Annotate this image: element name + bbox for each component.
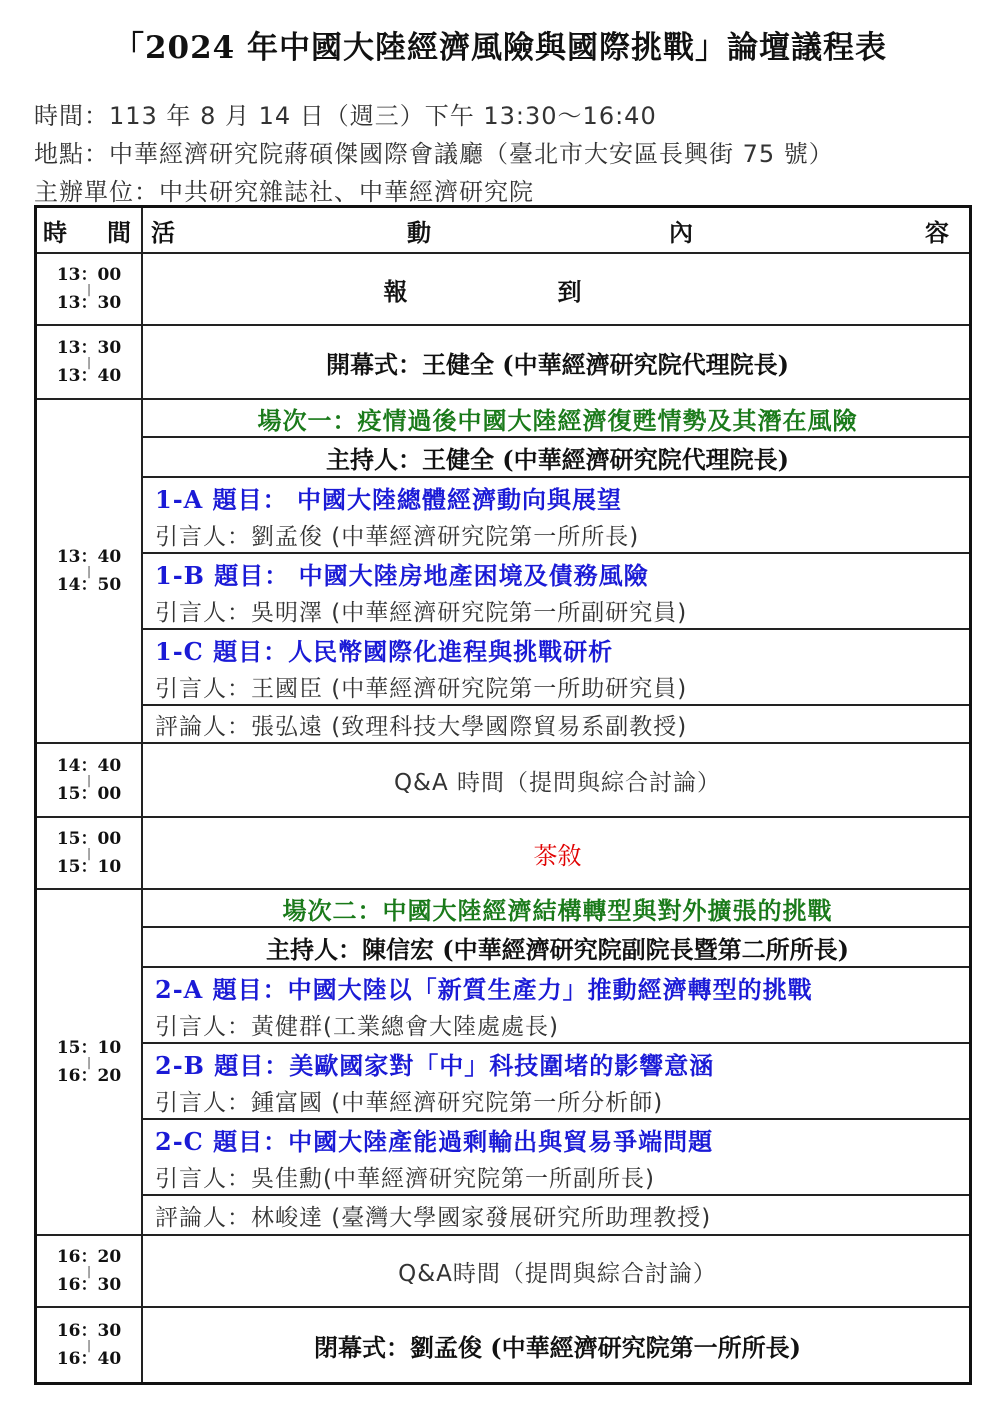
header-content-4: 容 bbox=[925, 217, 949, 247]
session1-topic-b: 1-B 題目： 中國大陸房地產困境及債務風險 bbox=[155, 560, 649, 590]
session2-title: 場次二：中國大陸經濟結構轉型與對外擴張的挑戰 bbox=[282, 895, 833, 925]
time-registration bbox=[37, 254, 141, 324]
time-end: 13：30 bbox=[56, 293, 122, 313]
time-start: 15：00 bbox=[56, 829, 122, 849]
time-opening bbox=[37, 326, 141, 398]
time-start: 13：00 bbox=[56, 265, 122, 285]
qa1-text: Q&A 時間（提問與綜合討論） bbox=[393, 769, 722, 796]
time-dash: | bbox=[86, 773, 92, 787]
time-dash: | bbox=[86, 1338, 92, 1352]
time-end: 13：40 bbox=[56, 366, 122, 386]
time-qa1 bbox=[37, 744, 141, 816]
time-end: 15：00 bbox=[56, 784, 122, 804]
event-venue: 地點：中華經濟研究院蔣碩傑國際會議廳（臺北市大安區長興街 75 號） bbox=[34, 140, 834, 168]
time-dash: | bbox=[86, 355, 92, 369]
time-session1 bbox=[37, 400, 141, 742]
time-start: 13：40 bbox=[56, 547, 122, 567]
qa2-text: Q&A時間（提問與綜合討論） bbox=[398, 1260, 717, 1287]
session2-commentator: 評論人：林峻達 (臺灣大學國家發展研究所助理教授) bbox=[155, 1204, 712, 1231]
header-content-1: 活 bbox=[151, 217, 175, 247]
opening-ceremony: 開幕式：王健全 (中華經濟研究院代理院長) bbox=[325, 349, 790, 379]
session1-commentator: 評論人：張弘遠 (致理科技大學國際貿易系副教授) bbox=[155, 713, 688, 740]
session2-speaker-b: 引言人：鍾富國 (中華經濟研究院第一所分析師) bbox=[155, 1089, 664, 1116]
time-dash: | bbox=[86, 564, 92, 578]
session2-topic-b: 2-B 題目：美歐國家對「中」科技圍堵的影響意涵 bbox=[155, 1050, 715, 1080]
closing-ceremony: 閉幕式：劉孟俊 (中華經濟研究院第一所所長) bbox=[313, 1332, 802, 1362]
session2-speaker-c: 引言人：吳佳勳(中華經濟研究院第一所副所長) bbox=[155, 1165, 655, 1192]
time-closing bbox=[37, 1308, 141, 1382]
session1-speaker-a: 引言人：劉孟俊 (中華經濟研究院第一所所長) bbox=[155, 523, 640, 550]
session1-topic-a: 1-A 題目： 中國大陸總體經濟動向與展望 bbox=[155, 484, 622, 514]
registration-cell bbox=[143, 254, 972, 324]
page-title: 「2024 年中國大陸經濟風險與國際挑戰」論壇議程表 bbox=[112, 30, 888, 66]
time-end: 16：40 bbox=[56, 1349, 122, 1369]
agenda-table bbox=[34, 205, 972, 1385]
time-end: 16：30 bbox=[56, 1275, 122, 1295]
time-session2 bbox=[37, 890, 141, 1234]
session2-topic-a: 2-A 題目：中國大陸以「新質生產力」推動經濟轉型的挑戰 bbox=[155, 974, 813, 1004]
time-qa2 bbox=[37, 1236, 141, 1306]
session1-title: 場次一：疫情過後中國大陸經濟復甦情勢及其潛在風險 bbox=[257, 405, 858, 435]
tea-break: 茶敘 bbox=[533, 841, 582, 870]
session2-topic-c: 2-C 題目：中國大陸產能過剩輸出與貿易爭端問題 bbox=[155, 1126, 714, 1156]
session2-speaker-a: 引言人：黃健群(工業總會大陸處處長) bbox=[155, 1013, 559, 1040]
time-end: 16：20 bbox=[56, 1066, 122, 1086]
time-start: 15：10 bbox=[56, 1038, 122, 1058]
session2-host: 主持人：陳信宏 (中華經濟研究院副院長暨第二所所長) bbox=[265, 934, 850, 964]
header-content-2: 動 bbox=[407, 217, 431, 247]
event-time: 時間：113 年 8 月 14 日（週三）下午 13:30～16:40 bbox=[34, 102, 657, 130]
time-end: 15：10 bbox=[56, 857, 122, 877]
time-dash: | bbox=[86, 1264, 92, 1278]
header-content-3: 內 bbox=[669, 217, 693, 247]
registration-text: 報到 bbox=[383, 276, 732, 306]
time-start: 13：30 bbox=[56, 338, 122, 358]
time-end: 14：50 bbox=[56, 575, 122, 595]
session1-host: 主持人：王健全 (中華經濟研究院代理院長) bbox=[325, 444, 790, 474]
time-start: 16：30 bbox=[56, 1321, 122, 1341]
header-time-b: 間 bbox=[107, 217, 131, 247]
time-dash: | bbox=[86, 846, 92, 860]
time-tea bbox=[37, 818, 141, 888]
time-dash: | bbox=[86, 1055, 92, 1069]
session1-topic-c: 1-C 題目：人民幣國際化進程與挑戰研析 bbox=[155, 636, 614, 666]
header-time-a: 時 bbox=[43, 217, 67, 247]
session1-speaker-c: 引言人：王國臣 (中華經濟研究院第一所助研究員) bbox=[155, 675, 688, 702]
event-organizer: 主辦單位：中共研究雜誌社、中華經濟研究院 bbox=[34, 178, 534, 206]
session1-speaker-b: 引言人：吳明澤 (中華經濟研究院第一所副研究員) bbox=[155, 599, 688, 626]
time-start: 14：40 bbox=[56, 756, 122, 776]
time-start: 16：20 bbox=[56, 1247, 122, 1267]
time-dash: | bbox=[86, 282, 92, 296]
